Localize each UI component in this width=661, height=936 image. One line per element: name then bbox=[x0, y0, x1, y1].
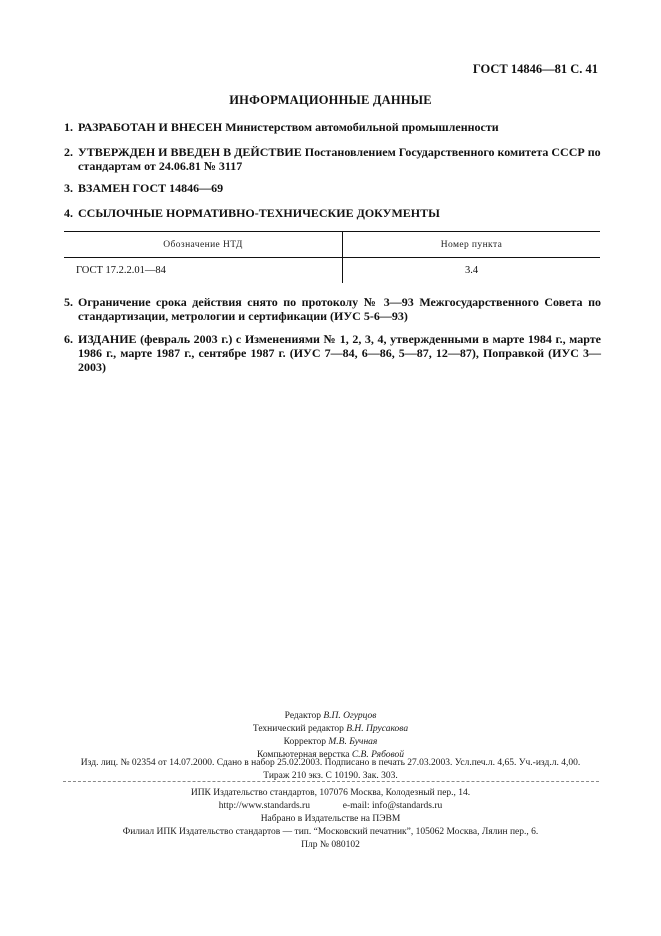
publisher-contacts bbox=[0, 800, 661, 813]
item-lead: ИЗДАНИЕ (февраль 2003 г.) с Изменениями № 1, 2, 3, 4, утвержденными в марте 1984 г., марте 1986 г., марте 1987 г., сентябре 1987 г. (ИУС 7—84, 6—86, 5—87, 12—87), Поправкой (ИУС 3—2003) bbox=[78, 332, 601, 374]
table-cell-clause: 3.4 bbox=[464, 265, 479, 276]
print-info-block bbox=[0, 757, 661, 783]
item-6 bbox=[64, 332, 601, 374]
publisher-website: http://www.standards.ru bbox=[218, 801, 310, 811]
publisher-line: Плр № 080102 bbox=[301, 840, 360, 850]
separator-line bbox=[63, 781, 599, 782]
item-lead: РАЗРАБОТАН И ВНЕСЕН bbox=[78, 120, 223, 134]
table-header-row bbox=[64, 232, 600, 258]
item-5 bbox=[64, 295, 601, 323]
item-number: 5. bbox=[64, 295, 73, 309]
credit-line: Технический редактор В.Н. Прусакова bbox=[252, 724, 409, 734]
item-lead: ВЗАМЕН ГОСТ 14846—69 bbox=[78, 181, 224, 195]
publisher-line: ИПК Издательство стандартов, 107076 Москва, Колодезный пер., 14. bbox=[190, 788, 471, 798]
column-header-ntd: Обозначение НТД bbox=[64, 232, 343, 258]
item-3 bbox=[64, 181, 601, 195]
item-4 bbox=[64, 206, 601, 220]
item-number: 2. bbox=[64, 145, 73, 159]
section-title: ИНФОРМАЦИОННЫЕ ДАННЫЕ bbox=[229, 93, 432, 107]
item-number: 6. bbox=[64, 332, 73, 346]
print-info-line: Изд. лиц. № 02354 от 14.07.2000. Сдано в набор 25.02.2003. Подписано в печать 27.03.2003. Усл.печ.л. 4,65. Уч.-изд.л. 4,00. bbox=[80, 758, 581, 768]
item-number: 1. bbox=[64, 120, 73, 134]
column-header-clause: Номер пункта bbox=[343, 232, 601, 258]
page-header: ГОСТ 14846—81 С. 41 bbox=[472, 62, 598, 76]
credits-block bbox=[0, 710, 661, 762]
reference-documents-table bbox=[64, 231, 600, 283]
item-number: 4. bbox=[64, 206, 73, 220]
publisher-line: Набрано в Издательстве на ПЭВМ bbox=[260, 814, 401, 824]
item-lead: ССЫЛОЧНЫЕ НОРМАТИВНО-ТЕХНИЧЕСКИЕ ДОКУМЕНТЫ bbox=[78, 206, 440, 220]
credit-line: Корректор М.В. Бучная bbox=[283, 737, 378, 747]
item-lead: УТВЕРЖДЕН И ВВЕДЕН В ДЕЙСТВИЕ bbox=[78, 145, 302, 159]
credit-line: Компьютерная верстка С.В. Рябовой bbox=[257, 750, 404, 760]
item-lead: Ограничение срока действия снято по протоколу № 3—93 Межгосударственного Совета по стандартизации, метрологии и сертификации (ИУС 5-6—93) bbox=[78, 295, 601, 323]
table-row bbox=[64, 258, 600, 284]
item-number: 3. bbox=[64, 181, 73, 195]
item-text: Министерством автомобильной промышленности bbox=[222, 120, 499, 134]
publisher-line: Филиал ИПК Издательство стандартов — тип. “Московский печатник”, 105062 Москва, Лялин пер., 6. bbox=[122, 827, 539, 837]
credit-line: Редактор В.П. Огурцов bbox=[284, 711, 377, 721]
item-1 bbox=[64, 120, 601, 134]
publisher-email: e-mail: info@standards.ru bbox=[342, 801, 443, 811]
table-cell-ntd: ГОСТ 17.2.2.01—84 bbox=[64, 258, 343, 284]
item-text: Постановлением Государственного комитета СССР по стандартам от 24.06.81 № 3117 bbox=[78, 145, 601, 173]
item-2 bbox=[64, 145, 601, 173]
publisher-block bbox=[0, 787, 661, 852]
print-info-line: Тираж 210 экз. С 10190. Зак. 303. bbox=[263, 771, 398, 781]
